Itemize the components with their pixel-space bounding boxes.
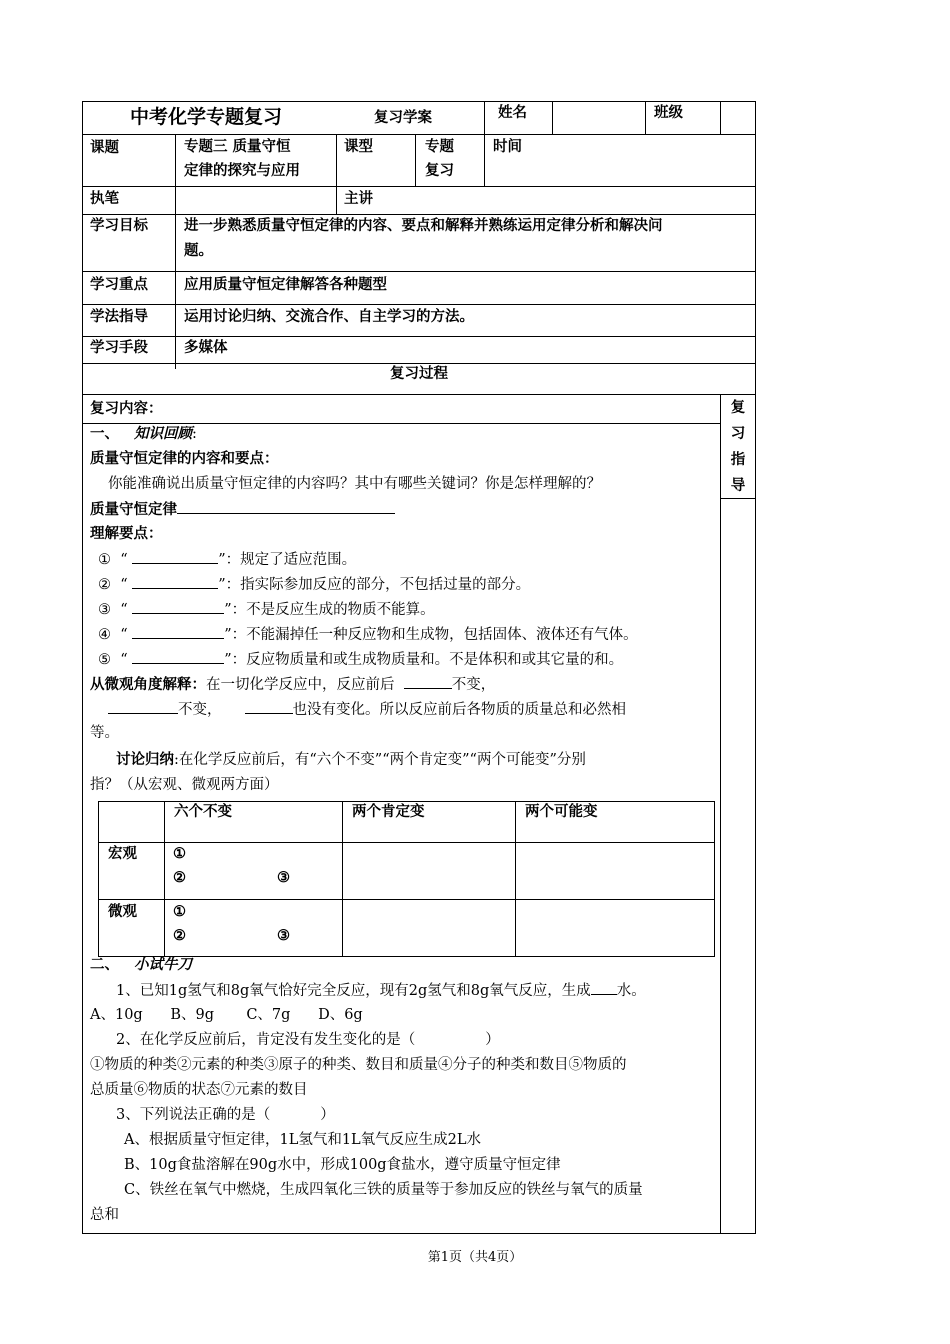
point-1-blank[interactable] xyxy=(132,549,218,564)
section2-title: 小试牛刀 xyxy=(134,956,192,973)
q1-option-b[interactable]: B、9g xyxy=(170,1007,215,1023)
table-row-macro-c1: ① xyxy=(173,845,186,862)
micro-explanation-line3: 等。 xyxy=(90,725,119,741)
micro-blank-2[interactable] xyxy=(108,699,178,714)
class-label: 班级 xyxy=(654,104,683,121)
name-label: 姓名 xyxy=(498,104,527,121)
point-3: ③ “ ”：不是反应生成的物质不能算。 xyxy=(98,599,435,620)
law-question: 你能准确说出质量守恒定律的内容吗？其中有哪些关键词？你是怎样理解的？ xyxy=(108,476,601,492)
micro-explanation-line2: 不变， 也没有变化。所以反应前后各物质的质量总和必然相 xyxy=(108,699,626,720)
q3-option-a[interactable]: A、根据质量守恒定律，1L氢气和1L氧气反应生成2L水 xyxy=(124,1132,482,1148)
type-value-line2: 复习 xyxy=(425,162,454,179)
law-subheading: 质量守恒定律的内容和要点： xyxy=(90,450,279,467)
q3-option-c[interactable]: C、铁丝在氧气中燃烧，生成四氧化三铁的质量等于参加反应的铁丝与氧气的质量 xyxy=(124,1182,643,1198)
table-row-micro-c3: ③ xyxy=(277,927,290,944)
border-bottom xyxy=(82,1233,756,1234)
discuss-line: 讨论归纳:在化学反应前后，有“六个不变”“两个肯定变”“两个可能变”分别 xyxy=(116,751,586,768)
point-4: ④ “ ”：不能漏掉任一种反应物和生成物，包括固体、液体还有气体。 xyxy=(98,624,638,645)
q1-option-d[interactable]: D、6g xyxy=(318,1007,363,1023)
point-3-blank[interactable] xyxy=(132,599,224,614)
discuss-line2: 指？（从宏观、微观两方面） xyxy=(90,777,279,793)
border-top xyxy=(82,101,756,102)
micro-explanation: 从微观角度解释：在一切化学反应中，反应前后 不变， xyxy=(90,676,496,693)
page-footer: 第1页（共4页） xyxy=(427,1250,523,1265)
micro-blank-1[interactable] xyxy=(404,674,452,689)
section1-number: 一、 xyxy=(90,425,119,442)
table-header-2: 两个肯定变 xyxy=(352,803,425,820)
author-label: 执笔 xyxy=(90,190,119,207)
q3-option-b[interactable]: B、10g食盐溶解在90g水中，形成100g食盐水，遵守质量守恒定律 xyxy=(124,1157,561,1173)
point-2-blank[interactable] xyxy=(132,574,218,589)
q2-line2: 总质量⑥物质的状态⑦元素的数目 xyxy=(90,1082,308,1098)
guide-column: 复 习 指 导 xyxy=(730,399,746,494)
q1-blank[interactable] xyxy=(591,980,617,995)
means-value: 多媒体 xyxy=(184,339,228,356)
law-blank[interactable] xyxy=(177,499,395,514)
topic-value-line2: 定律的探究与应用 xyxy=(184,162,300,179)
table-header-1: 六个不变 xyxy=(174,803,232,820)
question-3: 3、下列说法正确的是（ ） xyxy=(116,1107,335,1123)
table-row-micro-label: 微观 xyxy=(108,903,137,920)
method-label: 学法指导 xyxy=(90,308,148,325)
focus-value: 应用质量守恒定律解答各种题型 xyxy=(184,276,387,293)
point-2: ② “ ”：指实际参加反应的部分，不包括过量的部分。 xyxy=(98,574,530,595)
q1-options xyxy=(90,1005,363,1025)
q1-option-a[interactable]: A、10g xyxy=(90,1007,143,1023)
goal-value-line2: 题。 xyxy=(184,242,213,259)
topic-value: 专题三 质量守恒 xyxy=(184,138,291,155)
table-row-macro-c3: ③ xyxy=(277,869,290,886)
content-label: 复习内容： xyxy=(90,400,163,417)
process-heading: 复习过程 xyxy=(390,365,448,382)
summary-table xyxy=(98,801,715,957)
table-row-micro-c2: ② xyxy=(173,927,186,944)
table-row-macro-label: 宏观 xyxy=(108,845,137,862)
micro-blank-3[interactable] xyxy=(245,699,293,714)
means-label: 学习手段 xyxy=(90,339,148,356)
section1-title: 知识回顾: xyxy=(134,425,197,442)
topic-label: 课题 xyxy=(90,139,119,156)
goal-value: 进一步熟悉质量守恒定律的内容、要点和解释并熟练运用定律分析和解决问 xyxy=(184,217,663,234)
point-5-blank[interactable] xyxy=(132,649,224,664)
understand-label: 理解要点： xyxy=(90,525,163,542)
focus-label: 学习重点 xyxy=(90,276,148,293)
type-value: 专题 xyxy=(425,138,454,155)
section2-number: 二、 xyxy=(90,956,119,973)
q3-option-c-line2: 总和 xyxy=(90,1207,119,1223)
law-label: 质量守恒定律 xyxy=(90,499,395,520)
point-1: ① “ ”：规定了适应范围。 xyxy=(98,549,356,570)
point-5: ⑤ “ ”：反应物质量和或生成物质量和。不是体积和或其它量的和。 xyxy=(98,649,623,670)
q2-line1: ①物质的种类②元素的种类③原子的种类、数目和质量④分子的种类和数目⑤物质的 xyxy=(90,1057,627,1073)
doc-title: 中考化学专题复习 xyxy=(130,106,283,128)
worksheet xyxy=(82,101,756,1234)
table-row-micro-c1: ① xyxy=(173,903,186,920)
q1-option-c[interactable]: C、7g xyxy=(246,1007,291,1023)
table-header-3: 两个可能变 xyxy=(525,803,598,820)
question-2: 2、在化学反应前后，肯定没有发生变化的是（ ） xyxy=(116,1032,500,1048)
speaker-label: 主讲 xyxy=(344,190,373,207)
table-row-macro-c2: ② xyxy=(173,869,186,886)
question-1: 1、已知1g氢气和8g氧气恰好完全反应，现有2g氢气和8g氧气反应，生成 水。 xyxy=(116,980,646,1001)
type-label: 课型 xyxy=(344,138,373,155)
time-label: 时间 xyxy=(493,138,522,155)
doc-subtitle: 复习学案 xyxy=(374,109,432,126)
goal-label: 学习目标 xyxy=(90,217,148,234)
method-value: 运用讨论归纳、交流合作、自主学习的方法。 xyxy=(184,308,474,325)
point-4-blank[interactable] xyxy=(132,624,224,639)
